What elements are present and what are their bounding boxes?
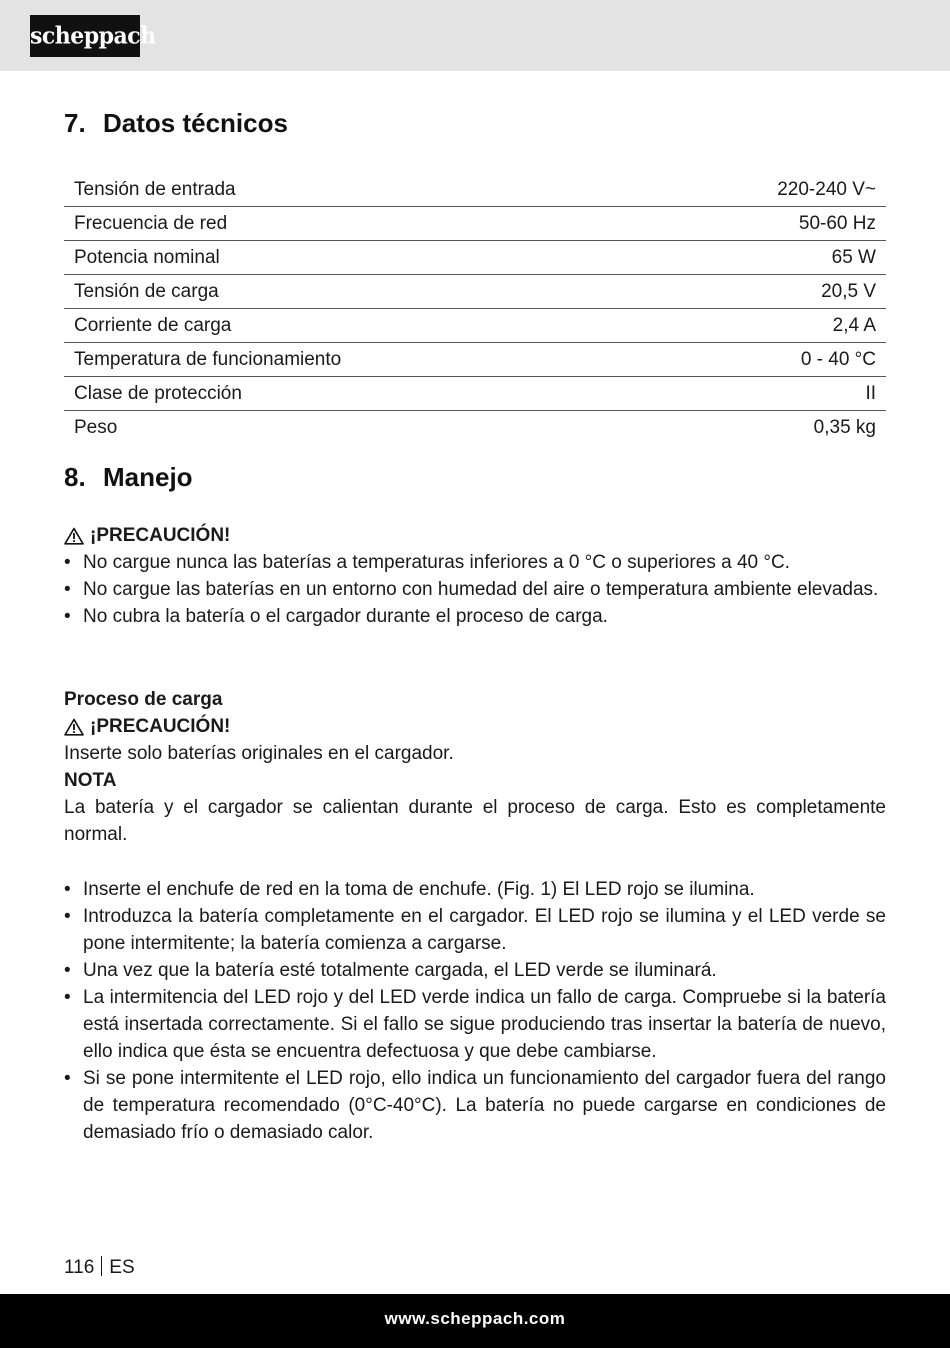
spec-value: 0,35 kg [646, 411, 887, 445]
charging-block [64, 686, 886, 848]
spec-label: Clase de protección [64, 377, 646, 411]
table-row [64, 172, 886, 207]
charging-heading: Proceso de carga [64, 689, 223, 710]
list-item: • Una vez que la batería esté totalmente cargada, el LED verde se iluminará. [64, 957, 886, 984]
tech-specs-table [64, 172, 886, 444]
table-row [64, 343, 886, 377]
spec-value: 50-60 Hz [646, 207, 887, 241]
table-row [64, 207, 886, 241]
section-7-number: 7. [64, 108, 86, 138]
spec-label: Tensión de carga [64, 275, 646, 309]
section-7-title: Datos técnicos [103, 108, 288, 138]
spec-label: Peso [64, 411, 646, 445]
caution-label: ¡PRECAUCIÓN! [90, 525, 231, 546]
spec-label: Tensión de entrada [74, 178, 236, 200]
website-link[interactable]: www.scheppach.com [384, 1309, 566, 1328]
warning-icon [64, 527, 84, 545]
list-item: • Si se pone intermitente el LED rojo, ello indica un funcionamiento del cargador fuera del rango de temperatura recomendado (0°C-40°C). La batería no puede cargarse en condiciones de demasiado frío o demasiado calor. [64, 1065, 886, 1146]
table-row [64, 275, 886, 309]
footer-separator [101, 1256, 102, 1276]
spec-value: 65 W [646, 241, 887, 275]
list-item: • Introduzca la batería completamente en el cargador. El LED rojo se ilumina y el LED verde se pone intermitente; la batería comienza a cargarse. [64, 903, 886, 957]
spec-value: II [646, 377, 887, 411]
steps-block [64, 876, 886, 1146]
spec-value: 20,5 V [646, 275, 887, 309]
section-8-heading [64, 462, 193, 493]
caution-block-1 [64, 522, 886, 630]
spec-label: Frecuencia de red [64, 207, 646, 241]
caution-label: ¡PRECAUCIÓN! [90, 716, 231, 737]
caution-text: Inserte solo baterías originales en el cargador. [64, 743, 454, 764]
note-heading: NOTA [64, 770, 117, 791]
table-row [64, 377, 886, 411]
section-8-number: 8. [64, 462, 86, 492]
steps-list [64, 876, 886, 1146]
caution-heading-1 [64, 522, 886, 549]
warning-icon [64, 718, 84, 736]
spec-value: 2,4 A [646, 309, 887, 343]
footer-band [0, 1294, 950, 1348]
note-text: La batería y el cargador se calientan durante el proceso de carga. Esto es completamente normal. [64, 797, 886, 845]
list-item: • No cargue nunca las baterías a temperaturas inferiores a 0 °C o superiores a 40 °C. [64, 549, 886, 576]
header-band [0, 0, 950, 71]
spec-value: 220-240 V~ [777, 178, 876, 200]
spec-value: 0 - 40 °C [646, 343, 887, 377]
caution-heading-2 [64, 713, 886, 740]
list-item: • La intermitencia del LED rojo y del LED verde indica un fallo de carga. Compruebe si la batería está insertada correctamente. Si el fallo se sigue produciendo tras insertar la batería de nuevo, ello indica que ésta se encuentra defectuosa y que debe cambiarse. [64, 984, 886, 1065]
caution-list [64, 549, 886, 630]
language-code: ES [109, 1257, 135, 1278]
page-number: 116 [64, 1257, 95, 1278]
table-row [64, 411, 886, 445]
spec-label: Potencia nominal [64, 241, 646, 275]
list-item: • No cubra la batería o el cargador durante el proceso de carga. [64, 603, 886, 630]
list-item: • No cargue las baterías en un entorno con humedad del aire o temperatura ambiente elevadas. [64, 576, 886, 603]
table-row [64, 309, 886, 343]
page-number-footer [64, 1256, 135, 1280]
brand-logo: scheppach [30, 15, 140, 57]
section-8-title: Manejo [103, 462, 193, 492]
spec-label: Temperatura de funcionamiento [64, 343, 646, 377]
table-row [64, 241, 886, 275]
section-7-heading [64, 108, 288, 139]
spec-label: Corriente de carga [64, 309, 646, 343]
list-item: • Inserte el enchufe de red en la toma de enchufe. (Fig. 1) El LED rojo se ilumina. [64, 876, 886, 903]
